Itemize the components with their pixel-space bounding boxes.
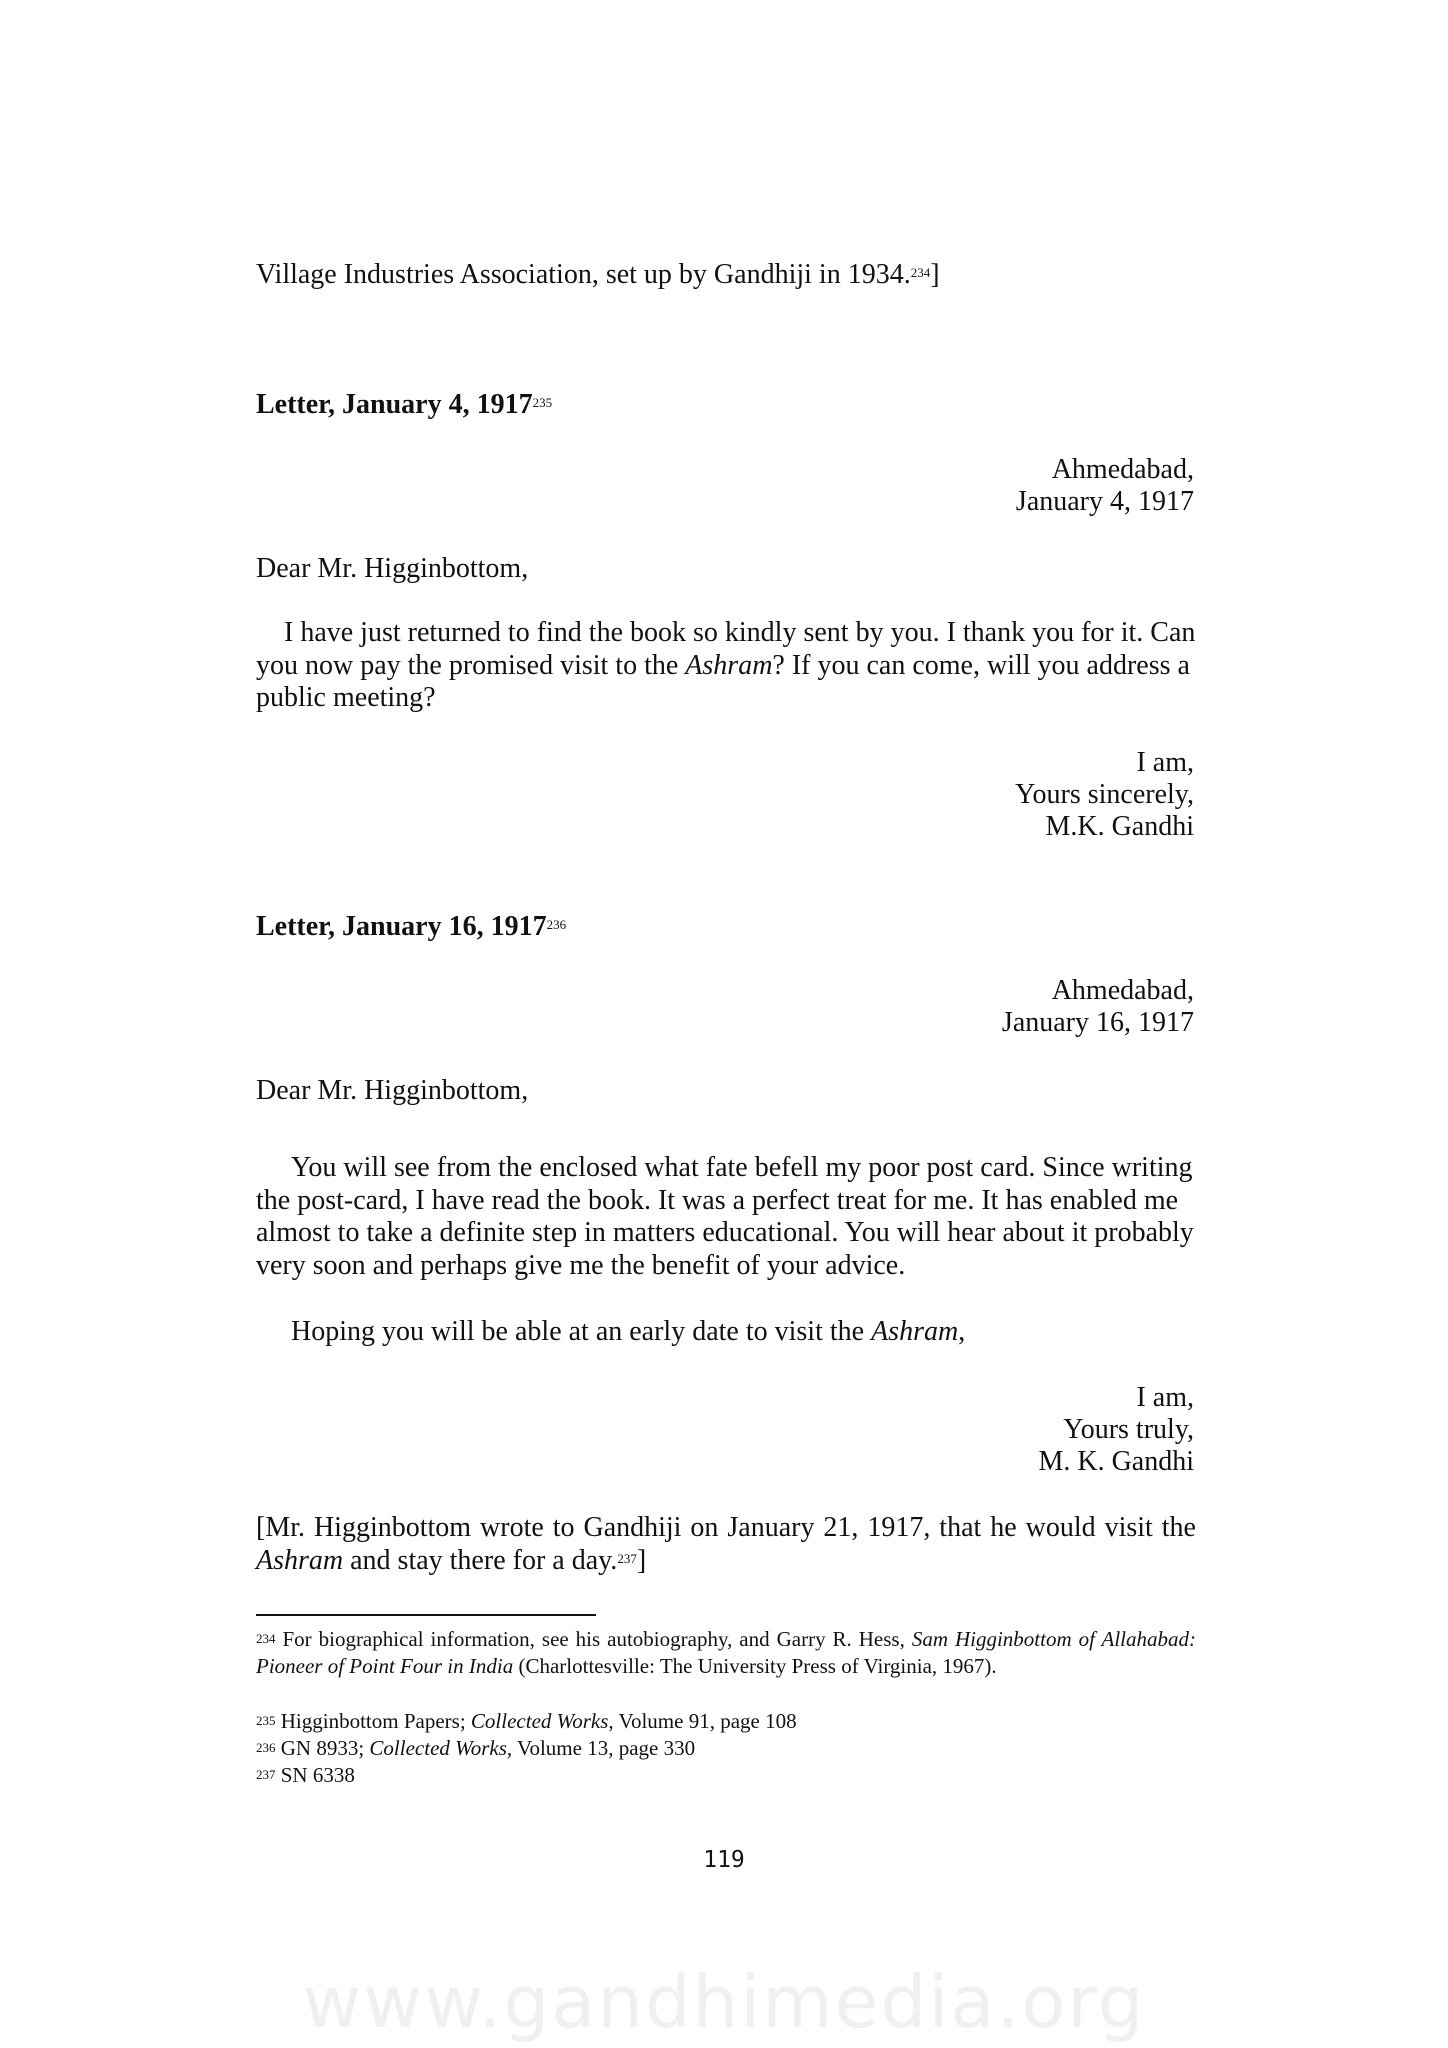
footnote-236: $^{236}$ GN 8933; Collected Works, Volume 13, page 330: [256, 1736, 696, 1760]
footnote-ref-237[interactable]: 237: [617, 1550, 637, 1566]
footnote-ref-234[interactable]: 234: [910, 265, 931, 280]
letter-1-salutation: Dear Mr. Higginbottom,: [256, 553, 529, 584]
letter-2-dateline: [1002, 975, 1194, 1039]
editorial-note: [Mr. Higginbottom wrote to Gandhiji on January 21, 1917, that he would visit the Ashram and stay there for a day.$^{237}$]: [256, 1512, 1196, 1576]
letter-2-hoping: Hoping you will be able at an early date to visit the Ashram,: [291, 1316, 966, 1347]
letter-2-body: You will see from the enclosed what fate befell my poor post card. Since writing the post-card, I have read the book. It was a perfect treat for me. It has enabled me almost to take a definite step in matters educational. You will hear about it probably very soon and perhaps give me the benefit of your advice.: [256, 1152, 1194, 1281]
footnote-237: $^{237}$ SN 6338: [256, 1763, 355, 1787]
letter-2-salutation: Dear Mr. Higginbottom,: [256, 1075, 529, 1106]
continued-paragraph: Village Industries Association, set up by Gandhiji in 1934.$^{234}$]: [256, 259, 940, 290]
letter-1-date: January 4, 1917: [1015, 486, 1194, 517]
letter-1-signature: M.K. Gandhi: [1045, 811, 1194, 842]
footnote-234: $^{234}$ For biographical information, see his autobiography, and Garry R. Hess, Sam Higginbottom of Allahabad: Pioneer of Point Four in India (Charlottesville: The University Press of Virginia, 1967).: [256, 1627, 1196, 1678]
watermark: www.gandhimedia.org: [302, 1960, 1146, 2044]
footnote-235: $^{235}$ Higginbottom Papers; Collected Works, Volume 91, page 108: [256, 1709, 797, 1733]
letter-2-signature: M. K. Gandhi: [1038, 1446, 1194, 1477]
letter-2-closing: I am, Yours truly, M. K. Gandhi: [1038, 1382, 1194, 1477]
footnote-divider: [256, 1614, 596, 1616]
letter-1-heading: Letter, January 4, 1917$^{235}$: [256, 389, 553, 420]
footnote-ref-235[interactable]: 235: [532, 395, 553, 410]
letter-1-body: I have just returned to find the book so kindly sent by you. I thank you for it. Can you now pay the promised visit to the Ashram? If you can come, will you address a public meeting?: [256, 617, 1196, 713]
letter-2-heading: Letter, January 16, 1917$^{236}$: [256, 911, 567, 942]
page-number: 119: [703, 1847, 745, 1873]
letter-1-closing: I am, Yours sincerely, M.K. Gandhi: [1015, 747, 1194, 842]
footnote-ref-236[interactable]: 236: [546, 917, 567, 932]
letter-1-place: Ahmedabad,: [1051, 454, 1194, 485]
letter-1-dateline: [1016, 454, 1194, 518]
letter-2-place: Ahmedabad,: [1051, 975, 1194, 1006]
letter-2-date: January 16, 1917: [1001, 1007, 1194, 1038]
